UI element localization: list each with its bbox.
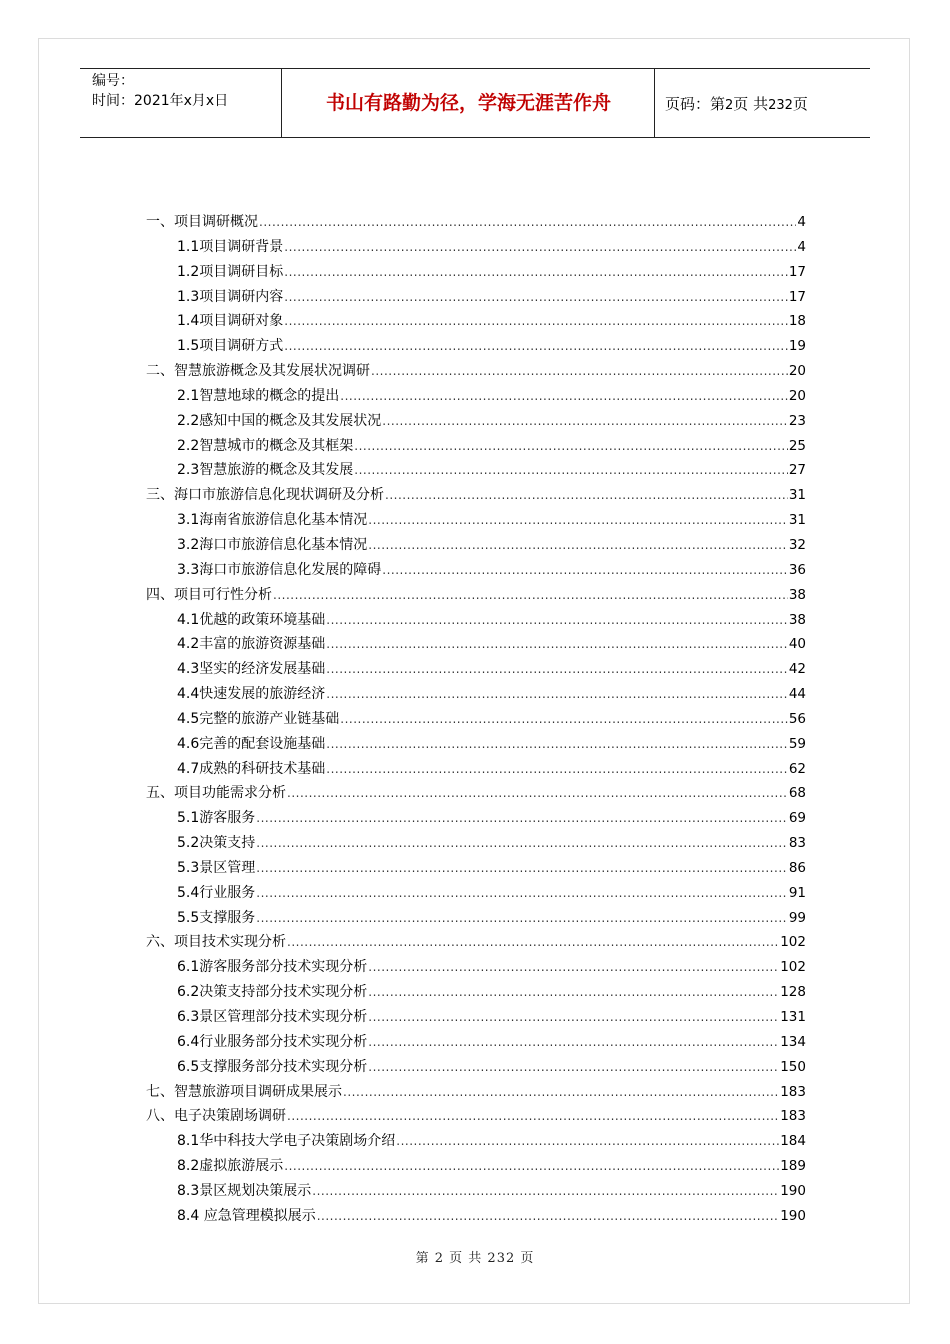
toc-entry-title: 8.1华中科技大学电子决策剧场介绍 [177, 1133, 396, 1150]
toc-entry-title: 1.1项目调研背景 [177, 238, 284, 255]
page-footer: 第 2 页 共 232 页 [415, 1251, 535, 1266]
toc-entry-title: 1.4项目调研对象 [177, 313, 284, 330]
toc-leader-dots [284, 339, 788, 353]
toc-entry-title: 5.3景区管理 [177, 859, 256, 876]
toc-chapter-entry[interactable] [146, 1105, 806, 1130]
toc-section-entry[interactable] [146, 509, 806, 534]
toc-leader-dots [256, 836, 788, 850]
toc-entry-page: 91 [788, 884, 806, 901]
toc-entry-page: 32 [788, 536, 806, 553]
toc-section-entry[interactable] [146, 1180, 806, 1205]
toc-leader-dots [287, 935, 779, 949]
toc-entry-page: 44 [788, 686, 806, 703]
toc-leader-dots [312, 1184, 779, 1198]
toc-leader-dots [256, 886, 788, 900]
toc-leader-dots [284, 290, 788, 304]
toc-section-entry[interactable] [146, 807, 806, 832]
toc-entry-title: 3.1海南省旅游信息化基本情况 [177, 512, 368, 529]
toc-entry-page: 59 [788, 735, 806, 752]
toc-section-entry[interactable] [146, 981, 806, 1006]
page-current: 2 [725, 98, 734, 113]
toc-entry-page: 20 [788, 363, 806, 380]
toc-section-entry[interactable] [146, 1056, 806, 1081]
page-suffix: 页 [792, 95, 808, 113]
toc-section-entry[interactable] [146, 683, 806, 708]
toc-section-entry[interactable] [146, 236, 806, 261]
toc-entry-page: 190 [780, 1207, 806, 1224]
toc-entry-title: 4.4快速发展的旅游经济 [177, 686, 326, 703]
toc-entry-title: 5.5支撑服务 [177, 909, 256, 926]
toc-section-entry[interactable] [146, 857, 806, 882]
toc-leader-dots [326, 687, 788, 701]
toc-section-entry[interactable] [146, 310, 806, 335]
toc-entry-page: 99 [788, 909, 806, 926]
toc-leader-dots [256, 811, 788, 825]
toc-entry-page: 150 [780, 1058, 806, 1075]
toc-entry-page: 20 [788, 387, 806, 404]
toc-entry-page: 183 [780, 1108, 806, 1125]
toc-section-entry[interactable] [146, 633, 806, 658]
toc-entry-title: 二、智慧旅游概念及其发展状况调研 [146, 363, 370, 380]
toc-leader-dots [326, 637, 788, 651]
toc-section-entry[interactable] [146, 435, 806, 460]
toc-entry-title: 2.2感知中国的概念及其发展状况 [177, 412, 382, 429]
toc-leader-dots [284, 1159, 779, 1173]
page-header [80, 68, 870, 138]
toc-entry-page: 31 [788, 487, 806, 504]
toc-entry-title: 2.2智慧城市的概念及其框架 [177, 437, 354, 454]
toc-section-entry[interactable] [146, 1205, 806, 1230]
toc-entry-title: 1.3项目调研内容 [177, 288, 284, 305]
toc-entry-page: 19 [788, 338, 806, 355]
toc-entry-title: 2.3智慧旅游的概念及其发展 [177, 462, 354, 479]
toc-leader-dots [284, 240, 796, 254]
toc-entry-page: 40 [788, 636, 806, 653]
toc-leader-dots [368, 1035, 779, 1049]
toc-entry-title: 5.1游客服务 [177, 810, 256, 827]
toc-chapter-entry[interactable] [146, 931, 806, 956]
toc-entry-title: 五、项目功能需求分析 [146, 785, 286, 802]
toc-entry-page: 128 [780, 984, 806, 1001]
toc-leader-dots [326, 662, 788, 676]
toc-entry-title: 8.4 应急管理模拟展示 [177, 1207, 316, 1224]
toc-entry-page: 4 [797, 214, 806, 230]
toc-leader-dots [287, 786, 788, 800]
toc-leader-dots [326, 613, 788, 627]
toc-entry-title: 5.2决策支持 [177, 835, 256, 852]
toc-section-entry[interactable] [146, 385, 806, 410]
toc-entry-page: 56 [788, 710, 806, 727]
toc-entry-title: 4.1优越的政策环境基础 [177, 611, 326, 628]
toc-chapter-entry[interactable] [146, 584, 806, 609]
page-mid: 页 共 [733, 95, 769, 113]
toc-leader-dots [368, 1060, 779, 1074]
toc-entry-page: 131 [780, 1009, 806, 1025]
toc-entry-title: 3.3海口市旅游信息化发展的障碍 [177, 561, 382, 578]
toc-entry-title: 6.4行业服务部分技术实现分析 [177, 1033, 368, 1050]
toc-section-entry[interactable] [146, 758, 806, 783]
toc-entry-title: 七、智慧旅游项目调研成果展示 [146, 1083, 342, 1100]
toc-entry-page: 36 [788, 561, 806, 578]
toc-leader-dots [340, 712, 788, 726]
page-total: 232 [768, 98, 793, 113]
toc-entry-page: 134 [780, 1033, 806, 1050]
toc-entry-title: 三、海口市旅游信息化现状调研及分析 [146, 487, 384, 504]
toc-entry-page: 4 [797, 238, 806, 255]
toc-leader-dots [382, 563, 788, 577]
header-divider [281, 69, 282, 137]
toc-section-entry[interactable] [146, 286, 806, 311]
toc-entry-page: 38 [788, 611, 806, 628]
toc-entry-page: 183 [780, 1083, 806, 1100]
toc-entry-title: 2.1智慧地球的概念的提出 [177, 387, 340, 404]
toc-entry-page: 17 [788, 263, 806, 280]
toc-entry-title: 4.2丰富的旅游资源基础 [177, 636, 326, 653]
toc-leader-dots [343, 1085, 779, 1099]
toc-entry-page: 102 [780, 934, 806, 951]
toc-entry-title: 6.3景区管理部分技术实现分析 [177, 1009, 368, 1025]
toc-leader-dots [396, 1134, 779, 1148]
toc-section-entry[interactable] [146, 261, 806, 286]
header-motto: 书山有路勤为径，学海无涯苦作舟 [325, 92, 611, 114]
toc-leader-dots [284, 265, 788, 279]
header-meta [92, 71, 228, 111]
toc-entry-page: 42 [788, 661, 806, 678]
toc-leader-dots [382, 414, 788, 428]
toc-section-entry[interactable] [146, 1006, 806, 1031]
toc-leader-dots [368, 985, 779, 999]
toc-entry-page: 17 [788, 288, 806, 305]
toc-section-entry[interactable] [146, 708, 806, 733]
toc-leader-dots [287, 1109, 779, 1123]
toc-leader-dots [368, 538, 788, 552]
toc-section-entry[interactable] [146, 956, 806, 981]
toc-leader-dots [273, 588, 788, 602]
toc-entry-title: 6.2决策支持部分技术实现分析 [177, 984, 368, 1001]
toc-leader-dots [326, 762, 788, 776]
toc-entry-title: 一、项目调研概况 [146, 214, 258, 230]
header-page-info [665, 69, 808, 137]
toc-entry-page: 69 [788, 810, 806, 827]
toc-entry-page: 38 [788, 586, 806, 603]
toc-entry-page: 190 [780, 1182, 806, 1199]
toc-entry-page: 68 [788, 785, 806, 802]
toc-section-entry[interactable] [146, 1031, 806, 1056]
toc-entry-title: 4.7成熟的科研技术基础 [177, 760, 326, 777]
toc-entry-title: 6.5支撑服务部分技术实现分析 [177, 1058, 368, 1075]
toc-leader-dots [354, 439, 788, 453]
document-date: 时间：2021年x月x日 [92, 93, 229, 109]
toc-leader-dots [317, 1209, 780, 1223]
toc-section-entry[interactable] [146, 1130, 806, 1155]
toc-entry-page: 184 [780, 1133, 806, 1150]
toc-entry-page: 18 [788, 313, 806, 330]
toc-entry-title: 6.1游客服务部分技术实现分析 [177, 959, 368, 976]
toc-chapter-entry[interactable] [146, 1081, 806, 1106]
toc-section-entry[interactable] [146, 410, 806, 435]
toc-leader-dots [259, 215, 796, 229]
toc-entry-page: 27 [788, 462, 806, 479]
toc-entry-title: 八、电子决策剧场调研 [146, 1108, 286, 1125]
toc-leader-dots [385, 488, 788, 502]
toc-entry-title: 4.3坚实的经济发展基础 [177, 661, 326, 678]
toc-section-entry[interactable] [146, 882, 806, 907]
toc-chapter-entry[interactable] [146, 782, 806, 807]
toc-entry-title: 8.2虚拟旅游展示 [177, 1158, 284, 1175]
toc-leader-dots [284, 314, 788, 328]
toc-section-entry[interactable] [146, 609, 806, 634]
toc-leader-dots [256, 861, 788, 875]
toc-entry-page: 102 [780, 959, 806, 976]
toc-entry-page: 25 [788, 437, 806, 454]
toc-entry-title: 4.6完善的配套设施基础 [177, 735, 326, 752]
toc-section-entry[interactable] [146, 658, 806, 683]
toc-leader-dots [368, 1010, 779, 1024]
toc-leader-dots [256, 911, 788, 925]
toc-section-entry[interactable] [146, 832, 806, 857]
toc-entry-title: 8.3景区规划决策展示 [177, 1182, 312, 1199]
toc-chapter-entry[interactable] [146, 360, 806, 385]
toc-leader-dots [340, 389, 788, 403]
page-prefix: 页码：第 [665, 95, 726, 113]
toc-entry-title: 4.5完整的旅游产业链基础 [177, 710, 340, 727]
toc-section-entry[interactable] [146, 534, 806, 559]
document-number-label: 编号： [92, 73, 134, 89]
toc-section-entry[interactable] [146, 1155, 806, 1180]
header-divider [654, 69, 655, 137]
toc-section-entry[interactable] [146, 733, 806, 758]
toc-section-entry[interactable] [146, 459, 806, 484]
toc-section-entry[interactable] [146, 907, 806, 932]
toc-entry-page: 31 [788, 512, 806, 529]
toc-entry-title: 1.5项目调研方式 [177, 338, 284, 355]
toc-entry-title: 四、项目可行性分析 [146, 586, 272, 603]
toc-leader-dots [371, 364, 788, 378]
toc-entry-page: 62 [788, 760, 806, 777]
toc-entry-title: 3.2海口市旅游信息化基本情况 [177, 536, 368, 553]
table-of-contents [146, 211, 806, 1230]
toc-entry-page: 23 [788, 412, 806, 429]
toc-section-entry[interactable] [146, 559, 806, 584]
toc-entry-page: 189 [780, 1158, 806, 1175]
toc-chapter-entry[interactable] [146, 484, 806, 509]
toc-chapter-entry[interactable] [146, 211, 806, 236]
toc-entry-title: 六、项目技术实现分析 [146, 934, 286, 951]
toc-leader-dots [368, 960, 779, 974]
toc-leader-dots [368, 513, 788, 527]
toc-entry-title: 5.4行业服务 [177, 884, 256, 901]
toc-section-entry[interactable] [146, 335, 806, 360]
toc-entry-page: 83 [788, 835, 806, 852]
toc-leader-dots [354, 463, 788, 477]
toc-entry-page: 86 [788, 859, 806, 876]
toc-leader-dots [326, 737, 788, 751]
toc-entry-title: 1.2项目调研目标 [177, 263, 284, 280]
